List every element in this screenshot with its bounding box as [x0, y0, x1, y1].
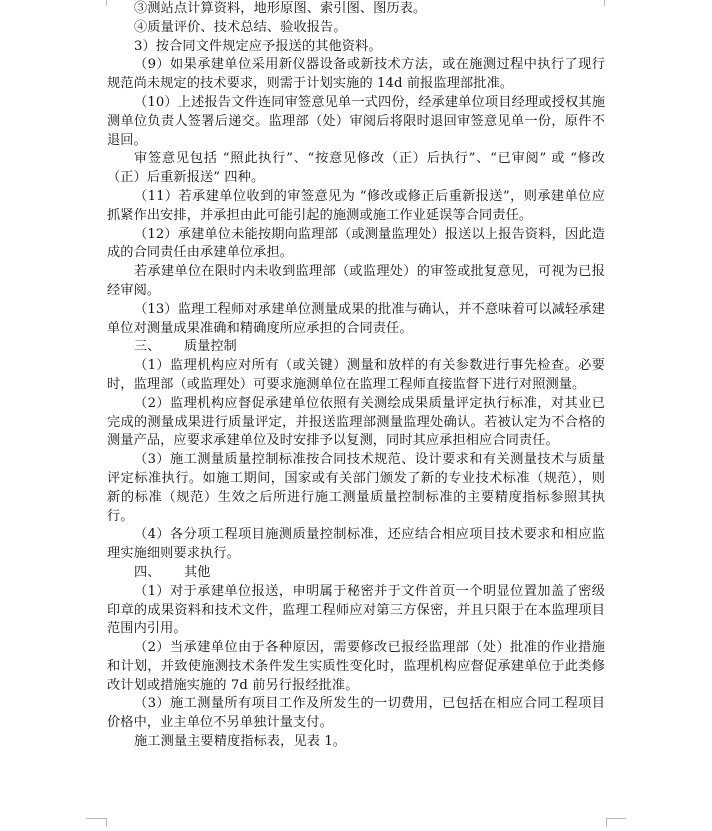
document-body [107, 0, 605, 752]
crop-mark-bottom-right-vertical [606, 818, 607, 827]
paragraph-p08: （12）承建单位未能按期向监理部（或测量监理处）报送以上报告资料，因此造成的合同责任由承建单位承担。 [107, 226, 605, 261]
paragraph-r02: （2）当承建单位由于各种原因，需要修改已报经监理部（处）批准的作业措施和计划，并致使施测技术条件发生实质性变化时，监理机构应督促承建单位于此类修改计划或措施实施的 7d 前另行报经批准。 [107, 640, 605, 693]
paragraph-group-reports [107, 0, 605, 338]
paragraph-q03: （3）施工测量质量控制标准按合同技术规范、设计要求和有关测量技术与质量评定标准执行。如施工期间，国家或有关部门颁发了新的专业技术标准（规范），则新的标准（规范）生效之后所进行施工测量质量控制标准的主要精度指标参照其执行。 [107, 452, 605, 524]
paragraph-p09: 若承建单位在限时内未收到监理部（或监理处）的审签或批复意见，可视为已报经审阅。 [107, 264, 605, 298]
crop-mark-top-left [94, 0, 107, 6]
paragraph-group-quality-control [107, 357, 605, 564]
section-title: 质量控制 [184, 339, 237, 355]
crop-mark-top-right [604, 0, 617, 6]
crop-mark-bottom-right [606, 818, 626, 831]
crop-mark-bottom-left-vertical [106, 818, 107, 827]
paragraph-r03: （3）施工测量所有项目工作及所发生的一切费用，已包括在相应合同工程项目价格中，业主单位不另单独计量支付。 [107, 696, 605, 731]
paragraph-q02: （2）监理机构应督促承建单位依照有关测绘成果质量评定执行标准，对其业已完成的测量成果进行质量评定，并报送监理部测量监理处确认。若被认定为不合格的测量产品，应要求承建单位及时安排予以复测，同时其应承担相应合同责任。 [107, 395, 605, 449]
paragraph-q01: （1）监理机构应对所有（或关键）测量和放样的有关参数进行事先检查。必要时，监理部（或监理处）可要求施测单位在监理工程师直接监督下进行对照测量。 [107, 358, 605, 392]
paragraph-r04: 施工测量主要精度指标表，见表 1。 [134, 734, 347, 750]
section-heading-other [107, 564, 605, 583]
paragraph-p01: ③测站点计算资料，地形原图、索引图、图历表。 [134, 1, 427, 16]
paragraph-p07: （11）若承建单位收到的审签意见为 “修改或修正后重新报送”，则承建单位应抓紧作出安排，并承担由此可能引起的施测或施工作业延误等合同责任。 [107, 188, 605, 223]
section-heading-quality-control [107, 338, 605, 357]
paragraph-p06: 审签意见包括 “照此执行”、“按意见修改（正）后执行”、“已审阅” 或 “修改（正）后重新报送” 四种。 [107, 151, 605, 186]
paragraph-p04: （9）如果承建单位采用新仪器设备或新技术方法，或在施测过程中执行了现行规范尚未规定的技术要求，则需于计划实施的 14d 前报监理部批准。 [107, 57, 605, 92]
paragraph-p02: ④质量评价、技术总结、验收报告。 [134, 19, 347, 35]
paragraph-p05: （10）上述报告文件连同审签意见单一式四份，经承建单位项目经理或授权其施测单位负责人签署后递交。监理部（处）审阅后将限时退回审签意见单一份，原件不退回。 [107, 94, 605, 148]
section-title: 其他 [184, 564, 211, 580]
paragraph-p03: 3）按合同文件规定应予报送的其他资料。 [134, 38, 382, 54]
paragraph-group-other [107, 583, 605, 752]
crop-mark-bottom-left [86, 818, 106, 831]
paragraph-q04: （4）各分项工程项目施测质量控制标准，还应结合相应项目技术要求和相应监理实施细则要求执行。 [107, 527, 605, 562]
section-number: 四、 [134, 564, 161, 580]
paragraph-p10: （13）监理工程师对承建单位测量成果的批准与确认，并不意味着可以减轻承建单位对测量成果准确和精确度所应承担的合同责任。 [107, 301, 605, 336]
paragraph-r01: （1）对于承建单位报送，申明属于秘密并于文件首页一个明显位置加盖了密级印章的成果资料和技术文件，监理工程师应对第三方保密，并且只限于在本监理项目范围内引用。 [107, 583, 605, 637]
section-number: 三、 [134, 339, 161, 355]
